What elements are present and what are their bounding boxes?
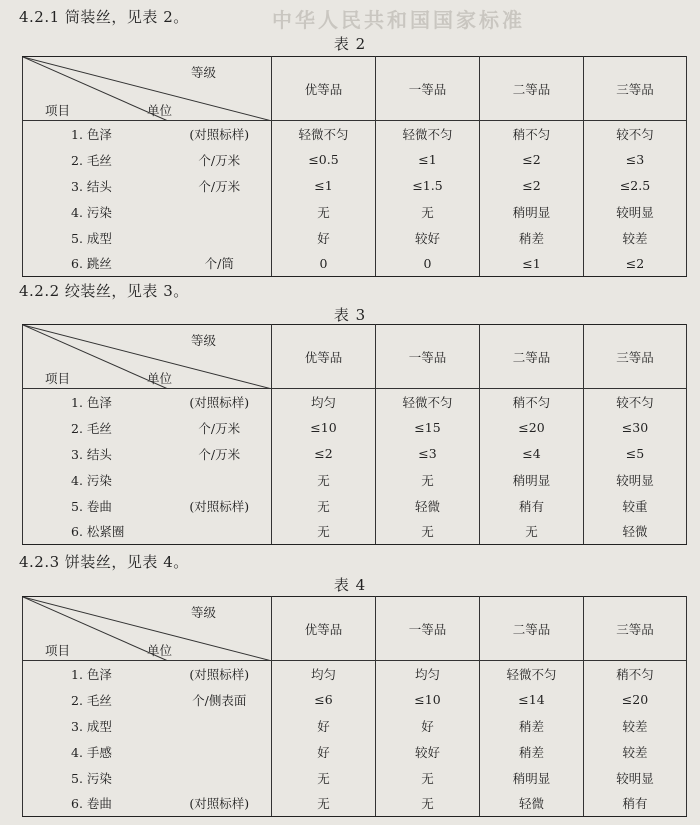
table-header-diagonal (23, 597, 272, 661)
table-row (23, 251, 687, 277)
item-cell: 1. 色泽 (23, 661, 168, 687)
value-cell: 稍差 (480, 713, 584, 739)
grade-header: 二等品 (480, 597, 584, 661)
value-cell: 较明显 (584, 765, 687, 791)
item-cell: 5. 卷曲 (23, 493, 168, 519)
grade-header: 三等品 (584, 325, 687, 389)
value-cell: 无 (376, 765, 480, 791)
value-cell: 轻微不匀 (376, 121, 480, 147)
table-row (23, 467, 687, 493)
table-row (23, 713, 687, 739)
value-cell: 无 (272, 199, 376, 225)
unit-label: 单位 (147, 371, 173, 386)
grade-header: 一等品 (376, 325, 480, 389)
value-cell: 稍有 (480, 493, 584, 519)
value-cell: ≤0.5 (272, 147, 376, 173)
grade-header: 二等品 (480, 57, 584, 121)
table-3 (22, 324, 687, 545)
value-cell: 较好 (376, 225, 480, 251)
item-cell: 4. 手感 (23, 739, 168, 765)
bleed-through-title: 中华人民共和国国家标准 (272, 8, 525, 32)
value-cell: 稍有 (584, 791, 687, 817)
table-row (23, 441, 687, 467)
value-cell: ≤1 (272, 173, 376, 199)
table-header-diagonal (23, 57, 272, 121)
table-row (23, 199, 687, 225)
item-cell: 5. 污染 (23, 765, 168, 791)
value-cell: 较差 (584, 713, 687, 739)
grade-header: 一等品 (376, 57, 480, 121)
value-cell: 好 (272, 225, 376, 251)
value-cell: 稍差 (480, 225, 584, 251)
grade-label: 等级 (191, 605, 217, 620)
value-cell: 稍不匀 (480, 121, 584, 147)
value-cell: 稍明显 (480, 467, 584, 493)
table-header-diagonal (23, 325, 272, 389)
unit-cell: 个/万米 (168, 173, 272, 199)
unit-cell: 个/万米 (168, 441, 272, 467)
grade-header: 优等品 (272, 597, 376, 661)
value-cell: 无 (272, 765, 376, 791)
value-cell: 稍差 (480, 739, 584, 765)
value-cell: 较差 (584, 225, 687, 251)
table-row (23, 147, 687, 173)
table-row (23, 791, 687, 817)
value-cell: 均匀 (272, 661, 376, 687)
grade-header: 优等品 (272, 57, 376, 121)
table-row (23, 225, 687, 251)
item-cell: 3. 结头 (23, 441, 168, 467)
item-cell: 1. 色泽 (23, 389, 168, 415)
table-row (23, 493, 687, 519)
grade-label: 等级 (191, 333, 217, 348)
value-cell: 稍明显 (480, 199, 584, 225)
unit-cell: 个/万米 (168, 415, 272, 441)
value-cell: 无 (480, 519, 584, 545)
unit-cell (168, 467, 272, 493)
item-cell: 6. 松紧圈 (23, 519, 168, 545)
value-cell: ≤2.5 (584, 173, 687, 199)
table-row (23, 389, 687, 415)
grade-header: 三等品 (584, 57, 687, 121)
value-cell: 轻微不匀 (376, 389, 480, 415)
value-cell: ≤20 (480, 415, 584, 441)
table-4 (22, 596, 687, 817)
unit-cell: (对照标样) (168, 121, 272, 147)
value-cell: 好 (272, 713, 376, 739)
grade-header: 一等品 (376, 597, 480, 661)
value-cell: ≤10 (272, 415, 376, 441)
value-cell: ≤3 (376, 441, 480, 467)
value-cell: ≤2 (480, 173, 584, 199)
item-cell: 4. 污染 (23, 199, 168, 225)
item-label: 项目 (45, 643, 71, 658)
value-cell: 0 (376, 251, 480, 277)
item-cell: 2. 毛丝 (23, 415, 168, 441)
unit-cell: 个/筒 (168, 251, 272, 277)
item-cell: 3. 结头 (23, 173, 168, 199)
value-cell: 无 (376, 199, 480, 225)
section-heading-4-2-1: 4.2.1 筒装丝，见表 2。 (19, 8, 189, 26)
grade-header: 二等品 (480, 325, 584, 389)
table-2 (22, 56, 687, 277)
value-cell: ≤5 (584, 441, 687, 467)
value-cell: 轻微 (480, 791, 584, 817)
section-heading-4-2-2: 4.2.2 绞装丝，见表 3。 (19, 282, 189, 300)
unit-cell (168, 225, 272, 251)
unit-cell: (对照标样) (168, 661, 272, 687)
value-cell: ≤6 (272, 687, 376, 713)
unit-cell: (对照标样) (168, 791, 272, 817)
table-row (23, 173, 687, 199)
table-row (23, 415, 687, 441)
value-cell: ≤3 (584, 147, 687, 173)
value-cell: 较明显 (584, 467, 687, 493)
value-cell: 较明显 (584, 199, 687, 225)
unit-cell: 个/侧表面 (168, 687, 272, 713)
value-cell: 无 (376, 791, 480, 817)
item-cell: 2. 毛丝 (23, 687, 168, 713)
value-cell: 轻微不匀 (272, 121, 376, 147)
value-cell: ≤14 (480, 687, 584, 713)
value-cell: 较不匀 (584, 389, 687, 415)
grade-header: 优等品 (272, 325, 376, 389)
table-3-caption: 表 3 (333, 306, 367, 324)
table-row (23, 519, 687, 545)
table-4-caption: 表 4 (333, 576, 367, 594)
table-row (23, 661, 687, 687)
value-cell: ≤2 (480, 147, 584, 173)
value-cell: ≤1 (480, 251, 584, 277)
unit-cell (168, 765, 272, 791)
value-cell: 好 (272, 739, 376, 765)
value-cell: 无 (376, 467, 480, 493)
value-cell: ≤15 (376, 415, 480, 441)
value-cell: ≤1 (376, 147, 480, 173)
unit-cell (168, 519, 272, 545)
section-heading-4-2-3: 4.2.3 饼装丝，见表 4。 (19, 553, 189, 571)
item-cell: 4. 污染 (23, 467, 168, 493)
value-cell: ≤20 (584, 687, 687, 713)
unit-cell (168, 739, 272, 765)
table-row (23, 687, 687, 713)
table-2-caption: 表 2 (333, 35, 367, 53)
table-row (23, 121, 687, 147)
item-cell: 6. 卷曲 (23, 791, 168, 817)
unit-cell (168, 199, 272, 225)
value-cell: ≤2 (272, 441, 376, 467)
value-cell: 无 (272, 791, 376, 817)
grade-label: 等级 (191, 65, 217, 80)
table-row (23, 765, 687, 791)
unit-label: 单位 (147, 643, 173, 658)
value-cell: 稍不匀 (480, 389, 584, 415)
item-cell: 5. 成型 (23, 225, 168, 251)
value-cell: 稍不匀 (584, 661, 687, 687)
value-cell: ≤1.5 (376, 173, 480, 199)
item-cell: 1. 色泽 (23, 121, 168, 147)
item-label: 项目 (45, 103, 71, 118)
value-cell: 均匀 (272, 389, 376, 415)
value-cell: 无 (272, 519, 376, 545)
value-cell: 稍明显 (480, 765, 584, 791)
item-cell: 6. 跳丝 (23, 251, 168, 277)
unit-label: 单位 (147, 103, 173, 118)
value-cell: ≤4 (480, 441, 584, 467)
value-cell: 无 (376, 519, 480, 545)
item-cell: 2. 毛丝 (23, 147, 168, 173)
unit-cell: (对照标样) (168, 493, 272, 519)
value-cell: 0 (272, 251, 376, 277)
value-cell: ≤2 (584, 251, 687, 277)
unit-cell (168, 713, 272, 739)
unit-cell: 个/万米 (168, 147, 272, 173)
value-cell: 较差 (584, 739, 687, 765)
value-cell: 较重 (584, 493, 687, 519)
value-cell: ≤30 (584, 415, 687, 441)
table-row (23, 739, 687, 765)
value-cell: 较好 (376, 739, 480, 765)
value-cell: ≤10 (376, 687, 480, 713)
grade-header: 三等品 (584, 597, 687, 661)
value-cell: 均匀 (376, 661, 480, 687)
unit-cell: (对照标样) (168, 389, 272, 415)
item-label: 项目 (45, 371, 71, 386)
value-cell: 轻微不匀 (480, 661, 584, 687)
value-cell: 无 (272, 493, 376, 519)
value-cell: 轻微 (376, 493, 480, 519)
item-cell: 3. 成型 (23, 713, 168, 739)
value-cell: 好 (376, 713, 480, 739)
value-cell: 无 (272, 467, 376, 493)
value-cell: 轻微 (584, 519, 687, 545)
value-cell: 较不匀 (584, 121, 687, 147)
